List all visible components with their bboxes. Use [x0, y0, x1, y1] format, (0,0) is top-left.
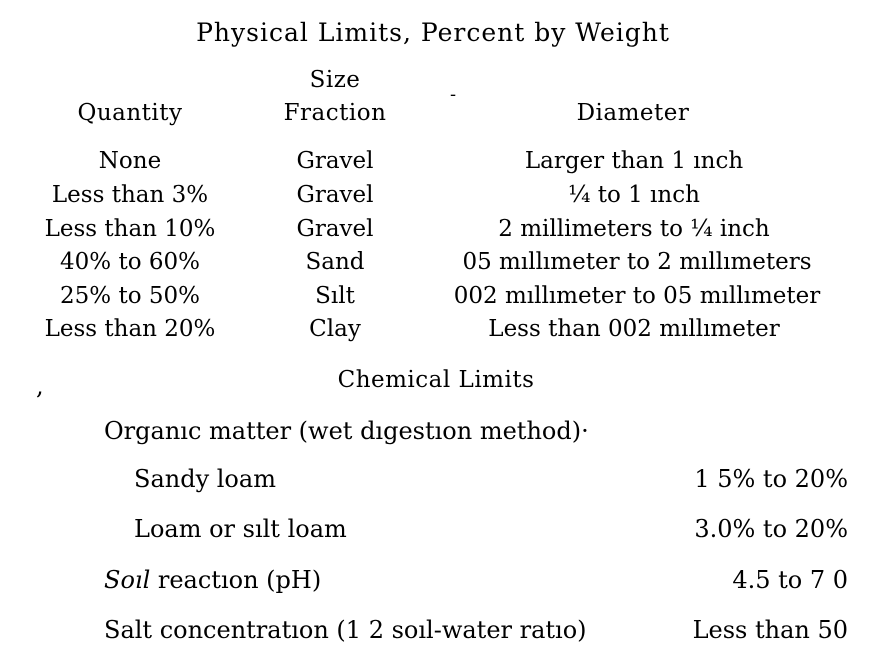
diameter-header: Diameter: [576, 100, 690, 126]
table-cell-fraction: Gravel: [296, 216, 374, 242]
list-item-value: 4.5 to 7 0: [732, 566, 848, 594]
table-cell-quantity: Less than 3%: [51, 182, 209, 208]
soil-reaction-rest: reactıon (pH): [150, 566, 322, 594]
table-cell-fraction: Sılt: [315, 283, 355, 309]
table-cell-fraction: Sand: [305, 249, 365, 275]
list-item-label: [104, 568, 321, 592]
table-cell-quantity: Less than 10%: [44, 216, 216, 242]
table-cell-quantity: None: [98, 148, 162, 174]
organic-matter-label: Organıc matter (wet dıgestıon method)·: [104, 417, 589, 445]
quantity-header: Quantity: [77, 100, 183, 126]
soil-italic-word: Soıl: [104, 566, 151, 594]
table-cell-quantity: 25% to 50%: [60, 283, 200, 309]
stray-dash-mark: -: [450, 84, 457, 105]
table-cell-diameter: Larger than 1 ınch: [524, 148, 744, 174]
list-item-label: Loam or sılt loam: [134, 515, 347, 543]
size-header-line2: Fraction: [283, 100, 387, 126]
table-cell-diameter: 05 mıllımeter to 2 mıllımeters: [462, 249, 812, 275]
list-item-value: 3.0% to 20%: [694, 515, 848, 543]
table-cell-quantity: 40% to 60%: [60, 249, 200, 275]
table-cell-fraction: Clay: [309, 316, 361, 342]
chemical-limits-title: Chemical Limits: [337, 367, 535, 393]
table-cell-fraction: Gravel: [296, 148, 374, 174]
table-cell-fraction: Gravel: [296, 182, 374, 208]
table-cell-diameter: Less than 002 mıllımeter: [488, 316, 780, 342]
size-header-line1: Size: [309, 67, 361, 93]
table-cell-quantity: Less than 20%: [44, 316, 216, 342]
list-item-label: Salt concentratıon (1 2 soıl-water ratıo): [104, 616, 587, 644]
list-item-label: Sandy loam: [134, 465, 276, 493]
table-cell-diameter: 2 millimeters to ¼ inch: [498, 216, 770, 242]
physical-limits-title: Physical Limits, Percent by Weight: [196, 18, 670, 47]
stray-comma-mark: ,: [36, 372, 44, 400]
list-item-value: Less than 50: [692, 616, 848, 644]
list-item-value: 1 5% to 20%: [694, 465, 848, 493]
table-cell-diameter: 002 mıllımeter to 05 mıllımeter: [453, 283, 821, 309]
table-cell-diameter: ¼ to 1 ınch: [568, 182, 700, 208]
